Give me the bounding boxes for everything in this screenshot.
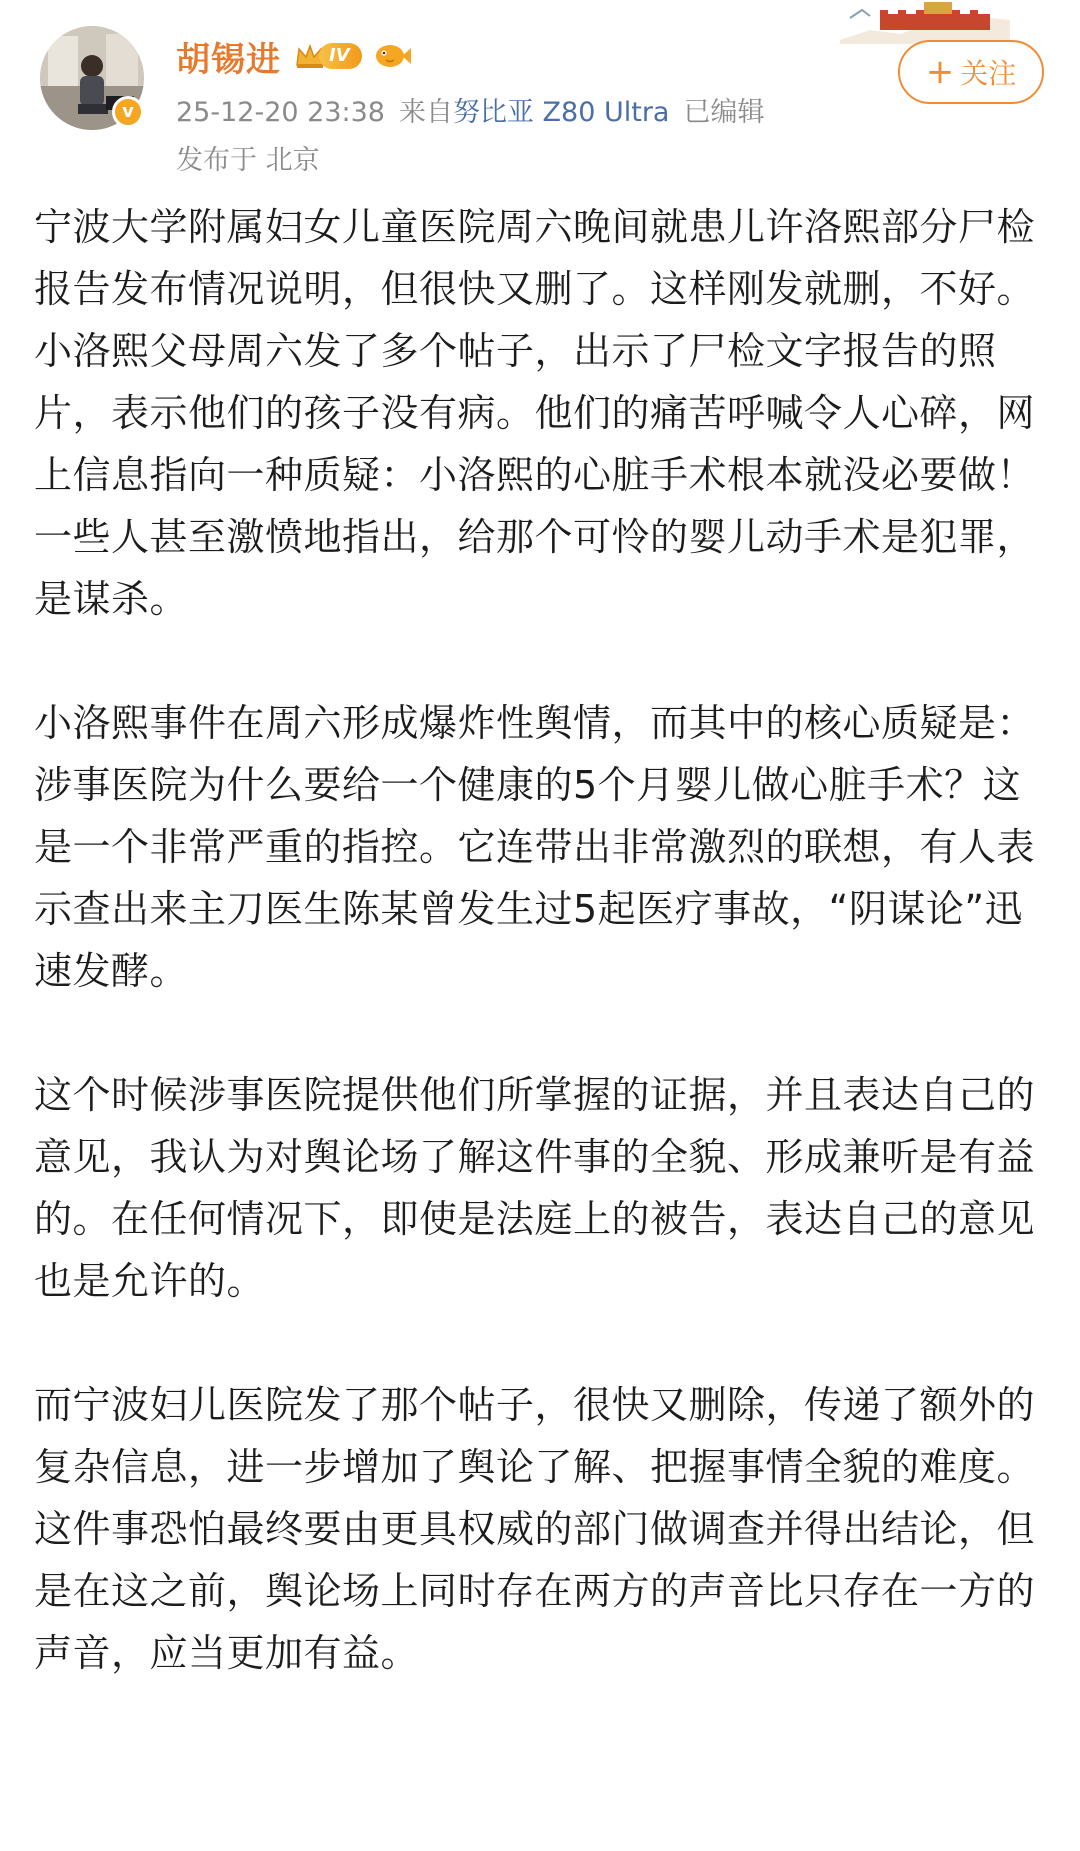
- post-paragraph-1: 宁波大学附属妇女儿童医院周六晚间就患儿许洛熙部分尸检报告发布情况说明，但很快又删了。这样刚发就删，不好。: [34, 205, 1036, 311]
- post-body: [34, 196, 1044, 1684]
- verified-icon: v: [112, 96, 144, 128]
- post-paragraph-3: 小洛熙事件在周六形成爆炸性舆情，而其中的核心质疑是：涉事医院为什么要给一个健康的5个月婴儿做心脏手术？这是一个非常严重的指控。它连带出非常激烈的联想，有人表示查出来主刀医生陈某曾发生过5起医疗事故，“阴谋论”迅速发酵。: [34, 701, 1036, 993]
- post-location: 发布于 北京: [176, 145, 320, 176]
- level-badge[interactable]: [295, 39, 362, 73]
- great-wall-decoration: [840, 0, 1010, 44]
- edited-label[interactable]: 已编辑: [683, 97, 765, 128]
- post-meta: [176, 90, 764, 129]
- post-paragraph-5: 而宁波妇儿医院发了那个帖子，很快又删除，传递了额外的复杂信息，进一步增加了舆论了解、把握事情全貌的难度。这件事恐怕最终要由更具权威的部门做调查并得出结论，但是在这之前，舆论场上同时存在两方的声音比只存在一方的声音，应当更加有益。: [34, 1383, 1036, 1675]
- fish-icon: [372, 41, 412, 71]
- device-link[interactable]: 努比亚 Z80 Ultra: [452, 97, 670, 128]
- username[interactable]: 胡锡进: [176, 39, 281, 80]
- follow-button[interactable]: [898, 40, 1044, 104]
- post-paragraph-2: 小洛熙父母周六发了多个帖子，出示了尸检文字报告的照片，表示他们的孩子没有病。他们的痛苦呼喊令人心碎，网上信息指向一种质疑：小洛熙的心脏手术根本就没必要做！一些人甚至激愤地指出，给那个可怜的婴儿动手术是犯罪，是谋杀。: [34, 329, 1036, 621]
- level-label: IV: [319, 43, 362, 69]
- name-row: [176, 30, 412, 82]
- plus-icon: +: [925, 52, 955, 92]
- source-prefix: 来自: [398, 97, 453, 128]
- follow-button-label: 关注: [960, 57, 1017, 90]
- post-timestamp: 25-12-20 23:38: [176, 97, 385, 128]
- post-header: [0, 0, 1080, 190]
- post-paragraph-4: 这个时候涉事医院提供他们所掌握的证据，并且表达自己的意见，我认为对舆论场了解这件事的全貌、形成兼听是有益的。在任何情况下，即使是法庭上的被告，表达自己的意见也是允许的。: [34, 1073, 1036, 1303]
